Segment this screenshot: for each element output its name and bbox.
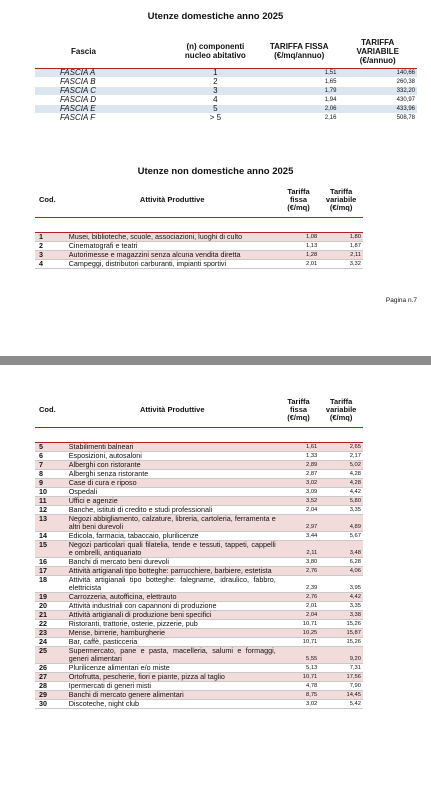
fascia-cell: FASCIA E bbox=[35, 105, 171, 114]
componenti-cell: > 5 bbox=[171, 114, 260, 123]
tariffa-fissa-cell: 2,97 bbox=[278, 514, 320, 531]
non-domestic-row bbox=[35, 601, 363, 610]
header-attivita: Attività Produttive bbox=[67, 183, 278, 217]
attivita-cell: Attività artigianali di produzione beni specifici bbox=[67, 610, 278, 619]
fascia-cell: FASCIA A bbox=[35, 69, 171, 78]
tariffa-variabile-cell: 1,80 bbox=[319, 232, 363, 241]
tariffa-fissa-cell: 1,65 bbox=[260, 78, 339, 87]
attivita-cell: Ospedali bbox=[67, 487, 278, 496]
cod-cell: 8 bbox=[35, 469, 67, 478]
attivita-cell: Case di cura e riposo bbox=[67, 478, 278, 487]
cod-cell: 26 bbox=[35, 663, 67, 672]
cod-cell: 14 bbox=[35, 531, 67, 540]
tariffa-fissa-cell: 2,76 bbox=[278, 592, 320, 601]
non-domestic-row bbox=[35, 619, 363, 628]
tariffa-variabile-cell: 7,31 bbox=[319, 663, 363, 672]
tariffa-variabile-cell: 433,96 bbox=[338, 105, 417, 114]
domestic-title: Utenze domestiche anno 2025 bbox=[147, 11, 284, 22]
non-domestic-row bbox=[35, 496, 363, 505]
non-domestic-table-part1 bbox=[35, 183, 363, 269]
attivita-cell: Mense, birrerie, hamburgherie bbox=[67, 628, 278, 637]
header-tariffa-variabile-nd: Tariffa variabile (€/mq) bbox=[319, 183, 363, 217]
tariffa-fissa-cell: 3,02 bbox=[278, 699, 320, 708]
attivita-cell: Musei, biblioteche, scuole, associazioni, luoghi di culto bbox=[67, 232, 278, 241]
attivita-cell: Supermercato, pane e pasta, macelleria, salumi e formaggi, generi alimentari bbox=[68, 645, 276, 663]
attivita-cell: Attività artigianali tipo botteghe: parrucchiere, barbiere, estetista bbox=[67, 566, 278, 575]
tariffa-fissa-cell: 1,51 bbox=[260, 69, 339, 78]
tariffa-variabile-cell: 508,78 bbox=[338, 114, 417, 123]
attivita-cell: Ristoranti, trattorie, osterie, pizzerie, pub bbox=[67, 619, 278, 628]
tariffa-variabile-cell: 140,66 bbox=[338, 69, 417, 78]
non-domestic-row bbox=[35, 232, 363, 241]
attivita-cell: Ortofrutta, pescherie, fiori e piante, pizza al taglio bbox=[67, 672, 278, 681]
tariffa-fissa-cell: 10,71 bbox=[278, 672, 320, 681]
tariffa-fissa-cell: 2,89 bbox=[278, 460, 320, 469]
tariffa-variabile-cell: 7,90 bbox=[319, 681, 363, 690]
non-domestic-row bbox=[35, 681, 363, 690]
header-attivita-2: Attività Produttive bbox=[67, 393, 278, 427]
cod-cell: 25 bbox=[35, 646, 67, 663]
fascia-cell: FASCIA B bbox=[35, 78, 171, 87]
attivita-cell: Cinematografi e teatri bbox=[67, 241, 278, 250]
non-domestic-row bbox=[35, 690, 363, 699]
attivita-cell: Autorimesse e magazzini senza alcuna vendita diretta bbox=[67, 250, 278, 259]
tariffa-variabile-cell: 14,45 bbox=[319, 690, 363, 699]
attivita-cell: Attività industriali con capannoni di produzione bbox=[67, 601, 278, 610]
tariffa-fissa-cell: 3,80 bbox=[278, 557, 320, 566]
fascia-cell: FASCIA F bbox=[35, 114, 171, 123]
tariffa-fissa-cell: 2,04 bbox=[278, 505, 320, 514]
tariffa-fissa-cell: 1,28 bbox=[278, 250, 320, 259]
tariffa-variabile-cell: 4,06 bbox=[319, 566, 363, 575]
non-domestic-row bbox=[35, 592, 363, 601]
tariffa-fissa-cell: 5,55 bbox=[278, 646, 320, 663]
header-tariffa-fissa: TARIFFA FISSA (€/mq/annuo) bbox=[260, 34, 339, 69]
non-domestic-body-part1 bbox=[35, 217, 363, 268]
cod-cell: 21 bbox=[35, 610, 67, 619]
non-domestic-row bbox=[35, 646, 363, 663]
tariffa-fissa-cell: 4,78 bbox=[278, 681, 320, 690]
tariffa-variabile-cell: 430,97 bbox=[338, 96, 417, 105]
non-domestic-row bbox=[35, 487, 363, 496]
attivita-cell: Banche, istituti di credito e studi professionali bbox=[67, 505, 278, 514]
non-domestic-body-part2 bbox=[35, 427, 363, 708]
domestic-tariff-table bbox=[35, 34, 417, 123]
header-fascia: Fascia bbox=[35, 34, 171, 69]
non-domestic-row bbox=[35, 663, 363, 672]
cod-cell: 16 bbox=[35, 557, 67, 566]
attivita-cell: Ipermercati di generi misti bbox=[67, 681, 278, 690]
cod-cell: 24 bbox=[35, 637, 67, 646]
componenti-cell: 3 bbox=[171, 87, 260, 96]
attivita-cell: Bar, caffè, pasticceria bbox=[67, 637, 278, 646]
tariffa-variabile-cell: 2,17 bbox=[319, 451, 363, 460]
non-domestic-row bbox=[35, 540, 363, 557]
tariffa-fissa-cell: 1,08 bbox=[278, 232, 320, 241]
header-tariffa-variabile: TARIFFA VARIABILE (€/annuo) bbox=[338, 34, 417, 69]
cod-cell: 2 bbox=[35, 241, 67, 250]
tariffa-variabile-cell: 3,48 bbox=[319, 540, 363, 557]
tariffa-variabile-cell: 3,95 bbox=[319, 575, 363, 592]
non-domestic-row bbox=[35, 478, 363, 487]
tariffa-fissa-cell: 8,75 bbox=[278, 690, 320, 699]
tariffa-fissa-cell: 2,16 bbox=[260, 114, 339, 123]
tariffa-variabile-cell: 5,80 bbox=[319, 496, 363, 505]
cod-cell: 17 bbox=[35, 566, 67, 575]
non-domestic-row bbox=[35, 451, 363, 460]
cod-cell: 9 bbox=[35, 478, 67, 487]
cod-cell: 23 bbox=[35, 628, 67, 637]
tariffa-variabile-cell: 6,28 bbox=[319, 557, 363, 566]
cod-cell: 12 bbox=[35, 505, 67, 514]
attivita-cell: Edicola, farmacia, tabaccaio, plurilicenze bbox=[67, 531, 278, 540]
non-domestic-row bbox=[35, 637, 363, 646]
tariffa-variabile-cell: 4,28 bbox=[319, 478, 363, 487]
non-domestic-row bbox=[35, 699, 363, 708]
attivita-cell: Negozi particolari quali filatelia, tende e tessuti, tappeti, cappelli e ombrelli, antiquariato bbox=[68, 539, 276, 557]
tariffa-fissa-cell: 1,13 bbox=[278, 241, 320, 250]
non-domestic-row bbox=[35, 505, 363, 514]
tariffa-variabile-cell: 1,87 bbox=[319, 241, 363, 250]
tariffa-fissa-cell: 3,02 bbox=[278, 478, 320, 487]
cod-cell: 10 bbox=[35, 487, 67, 496]
tariffa-fissa-cell: 10,25 bbox=[278, 628, 320, 637]
tariffa-fissa-cell: 1,79 bbox=[260, 87, 339, 96]
header-tariffa-fissa-nd-2: Tariffa fissa (€/mq) bbox=[278, 393, 320, 427]
document-page-1 bbox=[0, 0, 431, 352]
attivita-cell: Negozi abbigliamento, calzature, libreria, cartoleria, ferramenta e altri beni durevoli bbox=[68, 513, 276, 531]
cod-cell: 30 bbox=[35, 699, 67, 708]
cod-cell: 6 bbox=[35, 451, 67, 460]
attivita-cell: Stabilimenti balneari bbox=[67, 442, 278, 451]
cod-cell: 3 bbox=[35, 250, 67, 259]
tariffa-variabile-cell: 15,26 bbox=[319, 619, 363, 628]
attivita-cell: Discoteche, night club bbox=[67, 699, 278, 708]
tariffa-variabile-cell: 5,42 bbox=[319, 699, 363, 708]
tariffa-fissa-cell: 3,44 bbox=[278, 531, 320, 540]
header-tariffa-fissa-nd: Tariffa fissa (€/mq) bbox=[278, 183, 320, 217]
tariffa-variabile-cell: 260,38 bbox=[338, 78, 417, 87]
tariffa-fissa-cell: 1,94 bbox=[260, 96, 339, 105]
tariffa-fissa-cell: 1,33 bbox=[278, 451, 320, 460]
tariffa-variabile-cell: 4,28 bbox=[319, 469, 363, 478]
tariffa-variabile-cell: 3,35 bbox=[319, 601, 363, 610]
tariffa-fissa-cell: 3,52 bbox=[278, 496, 320, 505]
cod-cell: 19 bbox=[35, 592, 67, 601]
tariffa-fissa-cell: 2,76 bbox=[278, 566, 320, 575]
tariffa-variabile-cell: 3,38 bbox=[319, 610, 363, 619]
componenti-cell: 2 bbox=[171, 78, 260, 87]
attivita-cell: Banchi di mercato genere alimentari bbox=[67, 690, 278, 699]
attivita-cell: Banchi di mercato beni durevoli bbox=[67, 557, 278, 566]
fascia-cell: FASCIA D bbox=[35, 96, 171, 105]
cod-cell: 7 bbox=[35, 460, 67, 469]
tariffa-fissa-cell: 2,04 bbox=[278, 610, 320, 619]
tariffa-variabile-cell: 2,65 bbox=[319, 442, 363, 451]
non-domestic-row bbox=[35, 566, 363, 575]
non-domestic-row bbox=[35, 514, 363, 531]
tariffa-variabile-cell: 15,87 bbox=[319, 628, 363, 637]
fascia-cell: FASCIA C bbox=[35, 87, 171, 96]
tariffa-variabile-cell: 15,26 bbox=[319, 637, 363, 646]
header-componenti: (n) componenti nucleo abitativo bbox=[171, 34, 260, 69]
non-domestic-row bbox=[35, 469, 363, 478]
non-domestic-table-part2 bbox=[35, 393, 363, 709]
header-cod-2: Cod. bbox=[35, 393, 67, 427]
tariffa-fissa-cell: 3,09 bbox=[278, 487, 320, 496]
attivita-cell: Plurilicenze alimentari e/o miste bbox=[67, 663, 278, 672]
tariffa-variabile-cell: 3,32 bbox=[319, 259, 363, 268]
cod-cell: 22 bbox=[35, 619, 67, 628]
tariffa-fissa-cell: 10,71 bbox=[278, 619, 320, 628]
non-domestic-row bbox=[35, 610, 363, 619]
cod-cell: 13 bbox=[35, 514, 67, 531]
tariffa-fissa-cell: 2,87 bbox=[278, 469, 320, 478]
tariffa-variabile-cell: 3,35 bbox=[319, 505, 363, 514]
tariffa-variabile-cell: 332,20 bbox=[338, 87, 417, 96]
tariffa-variabile-cell: 5,67 bbox=[319, 531, 363, 540]
non-domestic-row bbox=[35, 460, 363, 469]
tariffa-variabile-cell: 4,42 bbox=[319, 592, 363, 601]
cod-cell: 5 bbox=[35, 442, 67, 451]
cod-cell: 27 bbox=[35, 672, 67, 681]
cod-cell: 4 bbox=[35, 259, 67, 268]
attivita-cell: Alberghi senza ristorante bbox=[67, 469, 278, 478]
tariffa-fissa-cell: 2,06 bbox=[260, 105, 339, 114]
header-cod: Cod. bbox=[35, 183, 67, 217]
cod-cell: 28 bbox=[35, 681, 67, 690]
document-page-2 bbox=[0, 365, 431, 798]
non-domestic-row bbox=[35, 250, 363, 259]
tariffa-variabile-cell: 17,56 bbox=[319, 672, 363, 681]
tariffa-fissa-cell: 10,71 bbox=[278, 637, 320, 646]
domestic-row bbox=[35, 114, 417, 123]
non-domestic-row bbox=[35, 557, 363, 566]
tariffa-variabile-cell: 4,89 bbox=[319, 514, 363, 531]
non-domestic-row bbox=[35, 241, 363, 250]
attivita-cell: Campeggi, distributori carburanti, impianti sportivi bbox=[67, 259, 278, 268]
tariffa-fissa-cell: 2,01 bbox=[278, 601, 320, 610]
non-domestic-row bbox=[35, 628, 363, 637]
cod-cell: 15 bbox=[35, 540, 67, 557]
page-separator bbox=[0, 356, 431, 365]
header-tariffa-variabile-nd-2: Tariffa variabile (€/mq) bbox=[319, 393, 363, 427]
page-number: Pagina n.7 bbox=[385, 297, 417, 304]
attivita-cell: Alberghi con ristorante bbox=[67, 460, 278, 469]
non-domestic-title: Utenze non domestiche anno 2025 bbox=[137, 166, 294, 177]
tariffa-fissa-cell: 2,01 bbox=[278, 259, 320, 268]
tariffa-fissa-cell: 2,11 bbox=[278, 540, 320, 557]
tariffa-fissa-cell: 1,61 bbox=[278, 442, 320, 451]
non-domestic-row bbox=[35, 442, 363, 451]
cod-cell: 20 bbox=[35, 601, 67, 610]
tariffa-variabile-cell: 5,02 bbox=[319, 460, 363, 469]
attivita-cell: Esposizioni, autosaloni bbox=[67, 451, 278, 460]
tariffa-fissa-cell: 5,13 bbox=[278, 663, 320, 672]
cod-cell: 18 bbox=[35, 575, 67, 592]
cod-cell: 11 bbox=[35, 496, 67, 505]
componenti-cell: 4 bbox=[171, 96, 260, 105]
attivita-cell: Carrozzeria, autofficina, elettrauto bbox=[67, 592, 278, 601]
attivita-cell: Uffici e agenzie bbox=[67, 496, 278, 505]
non-domestic-row bbox=[35, 531, 363, 540]
componenti-cell: 1 bbox=[171, 69, 260, 78]
tariffa-fissa-cell: 2,39 bbox=[278, 575, 320, 592]
attivita-cell: Attività artigianali tipo botteghe: falegname, idraulico, fabbro, elettricista bbox=[68, 574, 276, 592]
domestic-table-body bbox=[35, 69, 417, 123]
non-domestic-row bbox=[35, 575, 363, 592]
tariffa-variabile-cell: 2,11 bbox=[319, 250, 363, 259]
tariffa-variabile-cell: 9,20 bbox=[319, 646, 363, 663]
non-domestic-row bbox=[35, 672, 363, 681]
cod-cell: 1 bbox=[35, 232, 67, 241]
tariffa-variabile-cell: 4,42 bbox=[319, 487, 363, 496]
non-domestic-row bbox=[35, 259, 363, 268]
componenti-cell: 5 bbox=[171, 105, 260, 114]
cod-cell: 29 bbox=[35, 690, 67, 699]
